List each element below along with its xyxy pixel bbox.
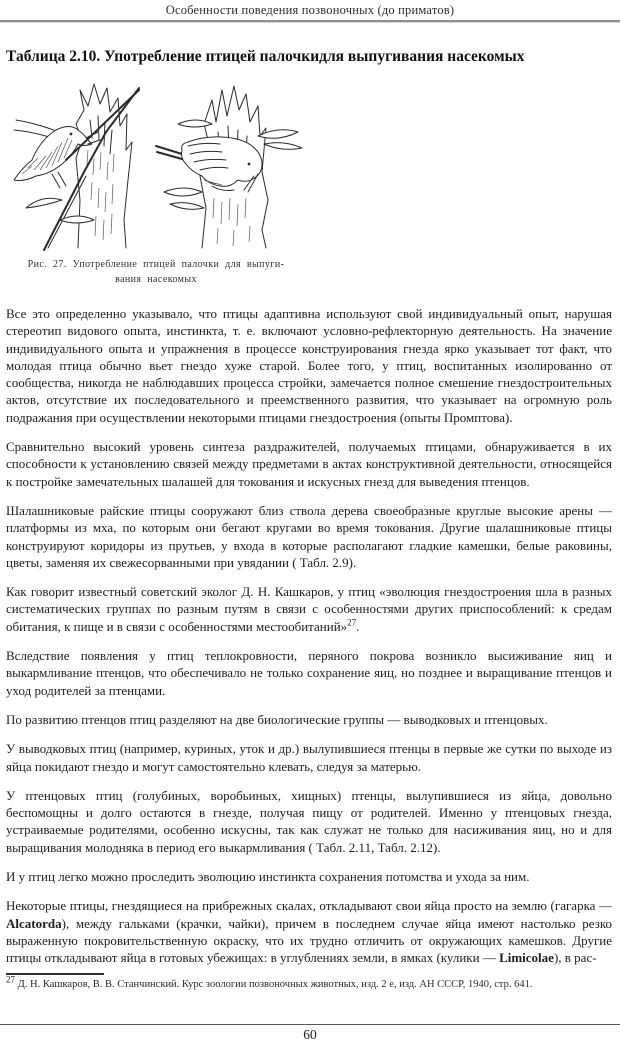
footnote-marker: 27 bbox=[6, 974, 15, 984]
left-bird-sketch bbox=[14, 127, 100, 189]
paragraph: Все это определенно указывало, что птицы адаптивна используют свой индивидуальный опыт, нарушая стереотип видового опыта, инстинкта, т. е. включают условно-рефлекторную деятельность. На значение индивидуального опыта и упражнения в процессе конструирования гнезда ярко указывает тот факт, что молодая птица обычно вьет гнездо хуже старой. Более того, у птиц, воспитанных изолированно от сообщества, никогда не наблюдавших процесса стройки, замечается полное смешение гнездостроительных актов, отсутствие их последовательного и преемственного развития, что указывает на огромную роль подражания при осуществлении некоторыми птицами гнездостроения (опыты Промптова). bbox=[6, 306, 612, 425]
paragraph: У выводковых птиц (например, куриных, уток и др.) вылупившиеся птенцы в первые же сутки по выходе из яйца покидают гнездо и могут самостоятельно клевать, следуя за матерью. bbox=[6, 741, 612, 774]
footnote-reference: 27 bbox=[347, 617, 357, 628]
paragraph: По развитию птенцов птиц разделяют на две биологические группы — выводковых и птенцовых. bbox=[6, 711, 548, 727]
paragraph-text: ), между гальками (крачки, чайки), причем в последнем случае яйца имеют настолько резко выраженную покровительственную окраску, что их трудно отличить от окружающих камешков. Другие птицы откладывают яйца в готовых убежищах: в углублениях земли, в ямках (кулики — bbox=[6, 915, 612, 966]
stick-left bbox=[66, 90, 139, 160]
paragraph: И у птиц легко можно проследить эволюцию инстинкта сохранения потомства и ухода за ним. bbox=[6, 869, 530, 885]
paragraph bbox=[6, 897, 612, 966]
figure-caption bbox=[6, 258, 306, 287]
running-header: Особенности поведения позвоночных (до приматов) bbox=[165, 3, 455, 17]
latin-term: Alcatorda bbox=[6, 915, 62, 931]
paragraph-text: Некоторые птицы, гнездящиеся на прибрежных скалах, откладывают свои яйца просто на землю (гагарка — bbox=[6, 898, 612, 914]
footnote bbox=[6, 974, 612, 992]
footer-rule bbox=[0, 1024, 620, 1025]
table-title: Таблица 2.10. Употребление птицей палочкидля выпугивания насекомых bbox=[6, 48, 525, 65]
paragraph-text: . bbox=[356, 618, 360, 634]
paragraph-text: ), в рас- bbox=[553, 950, 597, 966]
footnote-text: Д. Н. Кашкаров, В. В. Станчинский. Курс зоологии позвоночных животных, изд. 2 е, изд. АН СССР, 1940, стр. 641. bbox=[15, 978, 533, 990]
bird-illustration bbox=[6, 80, 316, 252]
figure-27 bbox=[6, 80, 322, 287]
paragraph-text: Как говорит известный советский эколог Д. Н. Кашкаров, у птиц «эволюция гнездостроения шла в разных систематических группах по разным путям в связи с особенностями других приспособлений: к средам обитания, к пище и в связи с особенностями местообитаний» bbox=[6, 584, 612, 634]
page-number: 60 bbox=[303, 1027, 317, 1042]
paragraph: Вследствие появления у птиц теплокровности, перяного покрова возникло высиживание яиц и выкармливание птенцов, что обеспечивало не только сохранение яиц, но позднее и выращивание птенцов и уход родителей за птенцами. bbox=[6, 648, 612, 698]
footnote-rule bbox=[6, 973, 104, 975]
header-rule bbox=[0, 20, 620, 23]
figure-caption-line2: вания насекомых bbox=[115, 273, 197, 285]
paragraph: Шалашниковые райские птицы сооружают близ ствола дерева своеобразные круглые высокие арены — платформы из мха, по которым они бегают кругами во время токования. Другие шалашниковые птицы конструируют коридоры из прутьев, у входа в которые располагают гладкие камешки, белые раковины, цветы, заменяя их свежесорванными при увядании ( Табл. 2.9). bbox=[6, 502, 612, 570]
article-body bbox=[6, 305, 612, 967]
page-footer bbox=[0, 1024, 620, 1046]
paragraph: Сравнительно высокий уровень синтеза раздражителей, получаемых птицами, обнаруживается в их способности к установлению связей между предметами в актах конструктивной деятельности, относящейся к постройке замечательных шалашей для токования и искусных гнезд для выведения птенцов. bbox=[6, 439, 612, 489]
figure-caption-line1: Рис. 27. Употребление птицей палочки для выпуги- bbox=[27, 259, 285, 270]
footnote-block bbox=[6, 973, 612, 992]
latin-term: Limicolae bbox=[499, 950, 554, 966]
right-bird-sketch bbox=[156, 137, 262, 192]
paragraph bbox=[6, 583, 612, 635]
paragraph: У птенцовых птиц (голубиных, воробьиных, хищных) птенцы, вылупившиеся из яйца, довольно беспомощны и долго остаются в гнезде, получая пищу от родителей. Именно у птенцовых гнезда, устраиваемые родителями, особенно искусны, так как служат не только для насиживания яиц, но и для выращивания молодняка в период его выкармливания ( Табл. 2.11, Табл. 2.12). bbox=[6, 787, 612, 855]
